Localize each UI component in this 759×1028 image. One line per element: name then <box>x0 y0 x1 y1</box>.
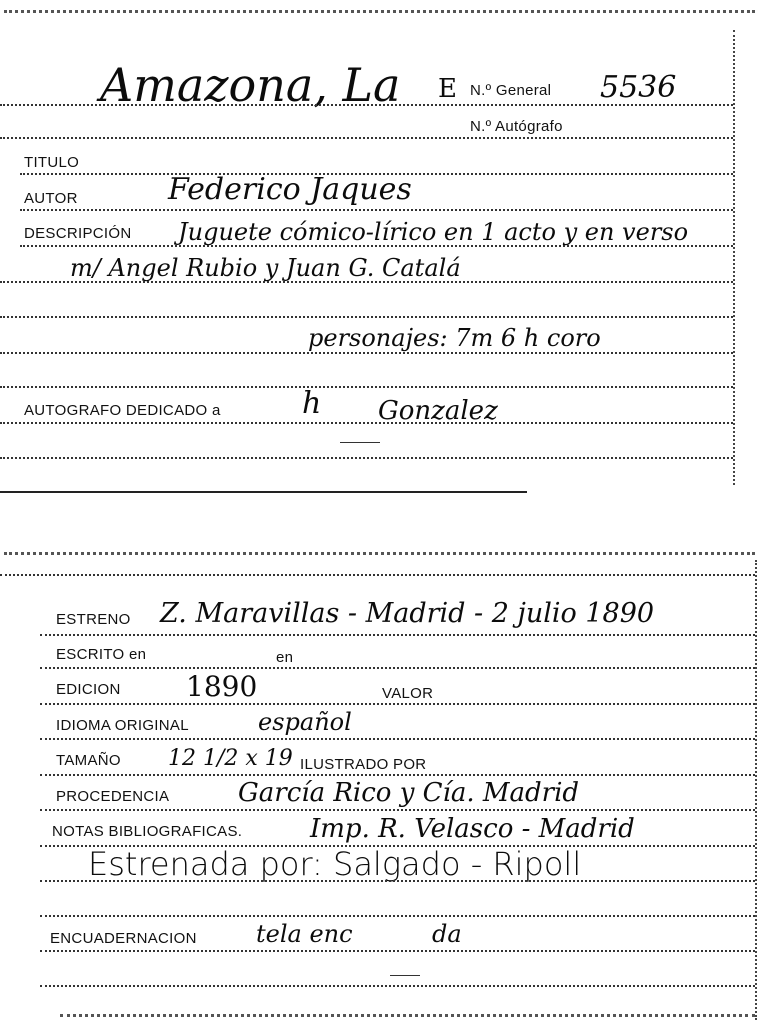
idioma-value: español <box>258 708 352 736</box>
pen-stroke <box>340 442 380 443</box>
card-top-edge <box>4 552 755 555</box>
encuadernacion-value-a: tela enc <box>256 920 353 948</box>
titulo-label: TITULO <box>24 154 80 171</box>
notas-label: NOTAS BIBLIOGRAFICAS. <box>52 823 243 840</box>
catalog-card-top <box>0 0 759 500</box>
card-right-edge <box>755 560 757 1020</box>
rule <box>40 985 755 987</box>
letter-code: E <box>438 74 457 104</box>
edicion-label: EDICION <box>56 681 121 698</box>
rule <box>0 352 733 354</box>
edicion-value: 1890 <box>186 670 258 703</box>
personajes-note: personajes: 7m 6 h coro <box>308 324 601 352</box>
rule <box>40 880 755 882</box>
rule <box>40 774 755 776</box>
card-title: Amazona, La <box>100 58 401 112</box>
autor-label: AUTOR <box>24 190 78 207</box>
procedencia-value: García Rico y Cía. Madrid <box>238 778 580 808</box>
rule <box>20 209 733 211</box>
estreno-value: Z. Maravillas - Madrid - 2 julio 1890 <box>160 598 655 629</box>
card-right-edge <box>733 30 735 485</box>
autograph-number-label: N.º Autógrafo <box>470 118 563 135</box>
autografo-dedicado-label: AUTOGRAFO DEDICADO a <box>24 402 221 419</box>
tamano-value: 12 1/2 x 19 <box>168 746 293 771</box>
catalog-card-bottom <box>0 540 759 1028</box>
rule <box>0 316 733 318</box>
ilustrado-label: ILUSTRADO POR <box>300 756 427 773</box>
valor-label: VALOR <box>382 685 434 702</box>
rule <box>40 950 755 952</box>
rule <box>0 422 733 424</box>
descripcion-label: DESCRIPCIÓN <box>24 225 132 242</box>
general-number-value: 5536 <box>600 70 677 105</box>
pen-stroke <box>390 975 420 976</box>
author-value: Federico Jaques <box>168 172 412 207</box>
rule <box>40 915 755 917</box>
description-line-1: Juguete cómico-lírico en 1 acto y en verso <box>178 218 689 246</box>
rule <box>0 137 733 139</box>
en-label: en <box>276 649 294 666</box>
rule <box>40 809 755 811</box>
rule <box>40 634 755 636</box>
rule <box>0 574 755 576</box>
encuadernacion-label: ENCUADERNACION <box>50 930 197 947</box>
rule <box>0 281 733 283</box>
estreno-label: ESTRENO <box>56 611 131 628</box>
procedencia-label: PROCEDENCIA <box>56 788 170 805</box>
tamano-label: TAMAÑO <box>56 752 121 769</box>
dedicated-prefix: h <box>302 386 322 421</box>
rule <box>0 104 733 106</box>
card-bottom-edge <box>60 1014 755 1017</box>
idioma-label: IDIOMA ORIGINAL <box>56 717 189 734</box>
rule <box>40 738 755 740</box>
general-number-label: N.º General <box>470 82 552 99</box>
description-line-2: m/ Angel Rubio y Juan G. Catalá <box>70 254 461 282</box>
rule <box>20 245 733 247</box>
rule <box>0 457 733 459</box>
estrenada-note: Estrenada por: Salgado - Ripoll <box>88 845 582 883</box>
rule <box>40 667 755 669</box>
escrito-en-label: ESCRITO en <box>56 646 147 663</box>
notas-value: Imp. R. Velasco - Madrid <box>310 814 635 844</box>
dedicated-name: Gonzalez <box>378 396 498 426</box>
rule <box>0 386 733 388</box>
card-bottom-edge <box>0 491 527 493</box>
card-top-edge <box>4 10 755 13</box>
encuadernacion-value-b: da <box>432 920 462 948</box>
rule <box>40 703 755 705</box>
